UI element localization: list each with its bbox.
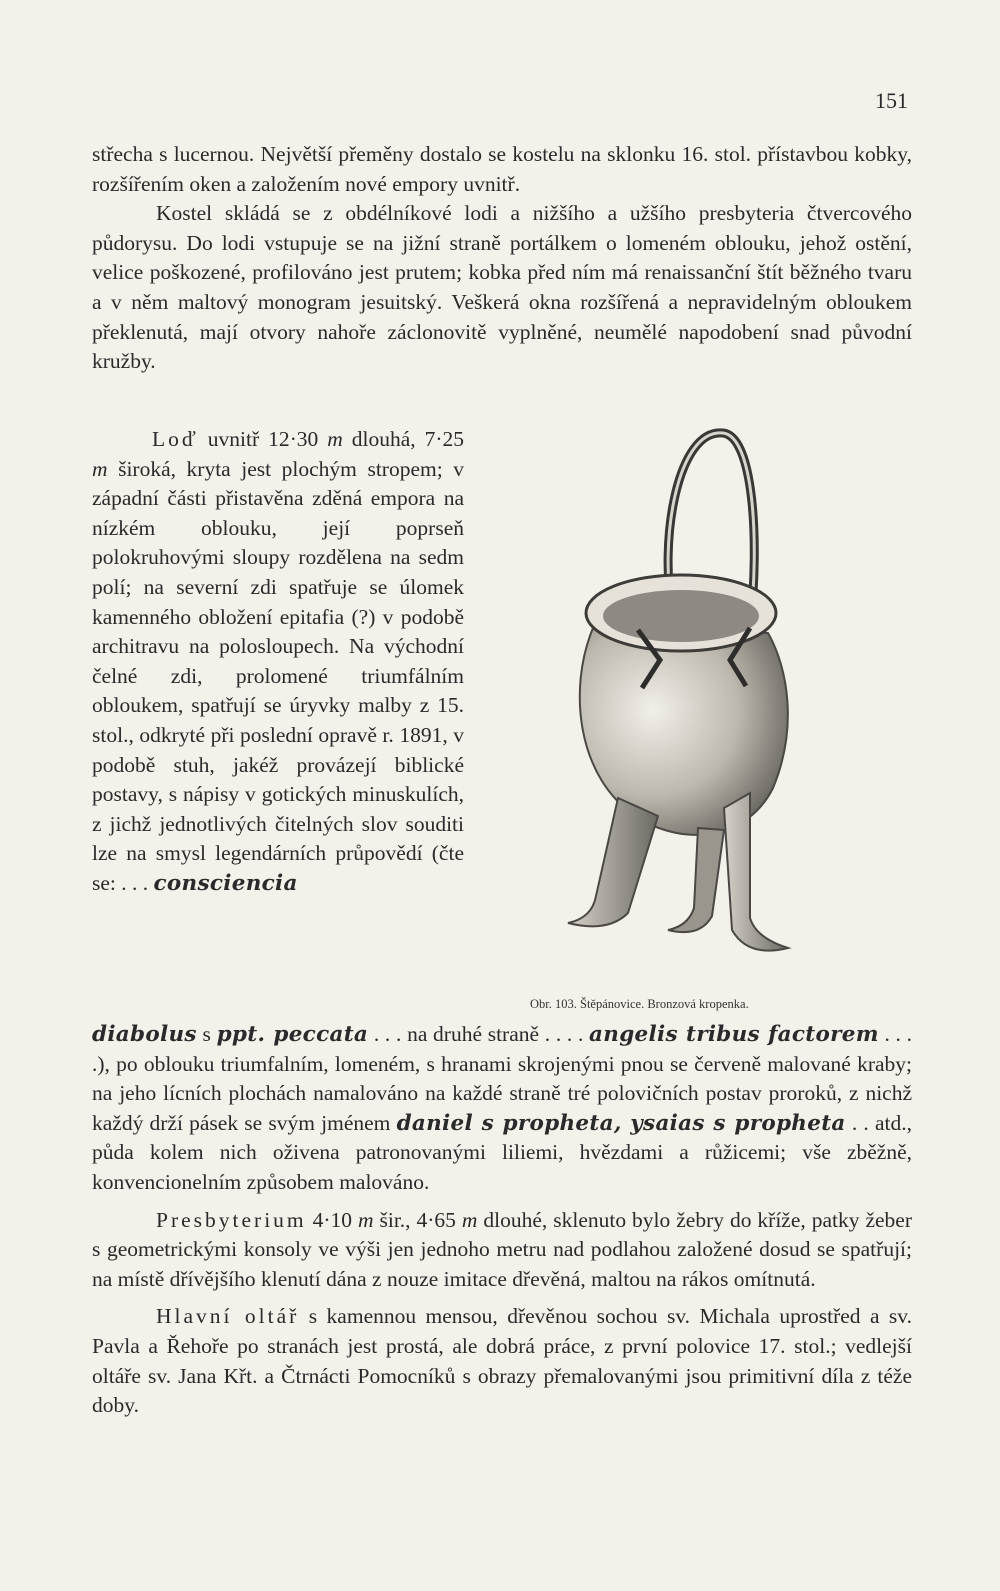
gothic-inscription: diabolus (92, 1022, 197, 1047)
unit-m: m (358, 1207, 374, 1232)
text-span: . . . na druhé straně . . . . (368, 1022, 590, 1046)
paragraph-church-layout: Kostel skládá se z obdélníkové lodi a nižšího a užšího presbyteria čtvercového půdorysu. Do lodi vstupuje se na jižní straně portálkem o lomeném oblouku, jehož ostění, velice poškozené, profilováno jest prutem; kobka před ním má renaissanční štít běžného tvaru a v něm maltový monogram jesuitský. Veškerá okna rozšířená a nepravidelným obloukem překlenutá, mají otvory nahoře záclonovitě vyplněné, neumělé napodobení snad původní kružby. (92, 201, 912, 374)
gothic-inscription: angelis tribus factorem (589, 1022, 879, 1047)
text-span: 4·10 (306, 1207, 358, 1232)
text-span: . . . .), po oblouku triumfalním, lomeném, s hranami skrojenými pnou se červeně malované kraby; na jeho lícních plochách namalováno na každé straně tré polovičních postav proroků, z nichž každý drží pásek se svým jménem (92, 1022, 912, 1135)
paragraph-main-altar (92, 1302, 912, 1420)
text-span: s (196, 1022, 217, 1046)
intro-text (92, 140, 912, 377)
text-span: . . atd., půda kolem nich oživena patronovanými liliemi, hvězdami a růžicemi; vše zběžně, konvencionelním způsobem malováno. (92, 1110, 912, 1194)
paragraph-nave-continued (92, 1020, 912, 1198)
page-number: 151 (875, 88, 908, 113)
unit-m: m (461, 1207, 478, 1232)
main-altar-heading: Hlavní oltář (156, 1304, 300, 1329)
paragraph-roof: střecha s lucernou. Největší přeměny dostalo se kostelu na sklonku 16. stol. přístavbou kobky, rozšířením oken a založením nové empory uvnitř. (92, 142, 912, 196)
text-span: šir., 4·65 (373, 1207, 462, 1232)
text-span: dlouhá, 7·25 (342, 427, 464, 451)
figure-caption: Obr. 103. Štěpánovice. Bronzová kropenka. (530, 997, 749, 1011)
bronze-holy-water-vessel-illustration (488, 418, 828, 998)
unit-m: m (327, 427, 343, 451)
text-span: široká, kryta jest plochým stropem; v západní části přistavěna zděná empora na nízkém oblouku, její poprseň polokruhovými sloupy rozdělena na sedm polí; na severní zdi spatřuje se úlomek kamenného obložení epitafia (?) v podobě architravu na polosloupech. Na východní čelné zdi, prolomené triumfálním obloukem, spatřují se úryvky malby z 15. stol., odkryté při poslední opravě r. 1891, v podobě stuh, jakéž provázejí biblické postavy, s nápisy v gotických minuskulích, z jichž jednotlivých čitelných slov souditi lze na smysl legendárních průpovědí (čte se: . . . (92, 456, 464, 895)
gothic-inscription: consciencia (153, 870, 298, 896)
unit-m: m (92, 456, 108, 481)
nave-paragraph-column (92, 425, 464, 899)
text-span: s kamennou mensou, dřevěnou sochou sv. Michala uprostřed a sv. Pavla a Řehoře po stranách jest prostá, ale dobrá práce, z první polovice 17. stol.; vedlejší oltáře sv. Jana Křt. a Čtrnácti Pomocníků s obrazy přemalovanými jsou primitivní díla z téže doby. (92, 1304, 913, 1418)
main-text-continued (92, 1020, 912, 1421)
text-span: uvnitř 12·30 (198, 427, 328, 451)
text-span: dlouhé, sklenuto bylo žebry do kříže, patky žeber s geometrickými konsoly ve výši jen jednoho metru nad podlahou založené dosud se spatřují; na místě dřívějšího klenutí dána z nouze imitace dřevěná, maltou na rákos omítnutá. (92, 1207, 912, 1291)
gothic-inscription: daniel s propheta, ysaias s propheta (396, 1110, 846, 1136)
gothic-inscription: ppt. peccata (216, 1022, 369, 1047)
paragraph-nave (92, 425, 464, 899)
presbytery-heading: Presbyterium (156, 1207, 307, 1232)
paragraph-presbytery (92, 1206, 912, 1295)
nave-heading: Loď (152, 427, 199, 451)
